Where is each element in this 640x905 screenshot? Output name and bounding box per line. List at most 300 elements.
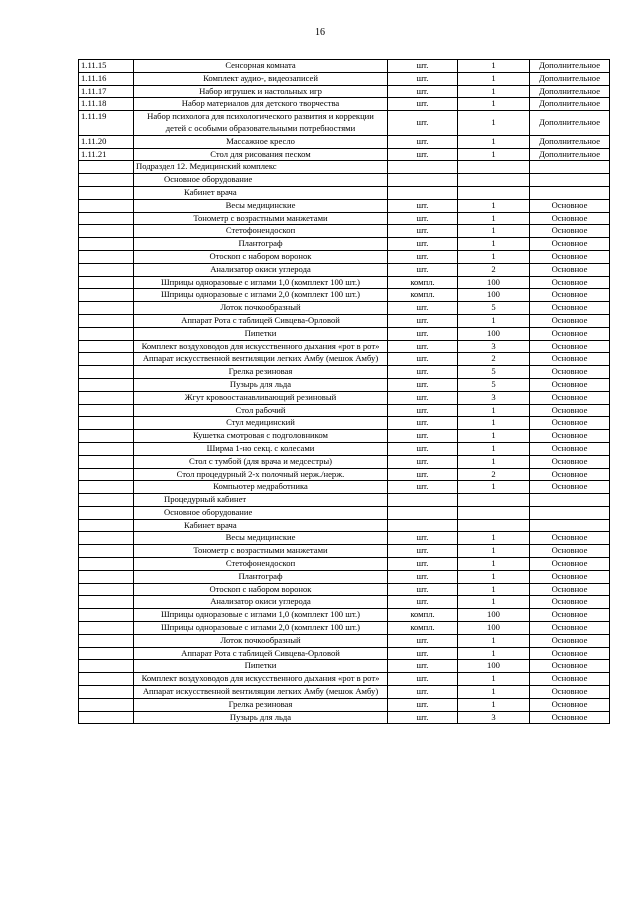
cell-number: 1.11.21 xyxy=(79,148,134,161)
cell-name: Компьютер медработника xyxy=(134,481,388,494)
cell-type: Дополнительное xyxy=(530,60,610,73)
cell-quantity: 1 xyxy=(458,430,530,443)
table-row xyxy=(79,85,610,98)
cell-type: Основное xyxy=(530,545,610,558)
cell-unit: шт. xyxy=(388,545,458,558)
cell-unit: шт. xyxy=(388,596,458,609)
cell-type: Основное xyxy=(530,314,610,327)
cell-name: Плантограф xyxy=(134,570,388,583)
cell-type xyxy=(530,174,610,187)
cell-number xyxy=(79,340,134,353)
page-number: 16 xyxy=(315,27,325,38)
cell-unit: компл. xyxy=(388,289,458,302)
table-row xyxy=(79,60,610,73)
cell-number xyxy=(79,506,134,519)
cell-unit: шт. xyxy=(388,72,458,85)
cell-type: Основное xyxy=(530,596,610,609)
cell-type: Дополнительное xyxy=(530,85,610,98)
cell-type: Основное xyxy=(530,276,610,289)
cell-name: Набор психолога для психологического развития и коррекции детей с особыми образовательными потребностями xyxy=(134,111,388,136)
cell-number xyxy=(79,276,134,289)
cell-type: Основное xyxy=(530,583,610,596)
cell-quantity: 1 xyxy=(458,135,530,148)
cell-quantity: 100 xyxy=(458,327,530,340)
table-row xyxy=(79,622,610,635)
cell-unit: шт. xyxy=(388,135,458,148)
cell-name: Тонометр с возрастными манжетами xyxy=(134,545,388,558)
section-title: Кабинет врача xyxy=(134,519,388,532)
cell-type: Основное xyxy=(530,558,610,571)
section-title: Основное оборудование xyxy=(134,174,388,187)
cell-number xyxy=(79,199,134,212)
cell-number xyxy=(79,596,134,609)
cell-number xyxy=(79,186,134,199)
cell-type: Основное xyxy=(530,289,610,302)
cell-number xyxy=(79,442,134,455)
cell-unit: шт. xyxy=(388,698,458,711)
cell-type: Основное xyxy=(530,404,610,417)
cell-quantity: 5 xyxy=(458,378,530,391)
cell-unit: шт. xyxy=(388,199,458,212)
section-row xyxy=(79,186,610,199)
cell-number xyxy=(79,263,134,276)
cell-type: Основное xyxy=(530,442,610,455)
cell-unit: шт. xyxy=(388,455,458,468)
cell-quantity: 1 xyxy=(458,238,530,251)
cell-name: Стол рабочий xyxy=(134,404,388,417)
cell-name: Аппарат Рота с таблицей Сивцева-Орловой xyxy=(134,647,388,660)
cell-unit: шт. xyxy=(388,711,458,724)
cell-number xyxy=(79,391,134,404)
cell-number: 1.11.19 xyxy=(79,111,134,136)
cell-name: Анализатор окиси углерода xyxy=(134,596,388,609)
cell-quantity: 1 xyxy=(458,545,530,558)
cell-quantity: 1 xyxy=(458,111,530,136)
cell-unit: шт. xyxy=(388,225,458,238)
cell-name: Жгут кровоостанавливающий резиновый xyxy=(134,391,388,404)
cell-name: Кушетка смотровая с подголовником xyxy=(134,430,388,443)
cell-number xyxy=(79,314,134,327)
cell-name: Стетофонендоскоп xyxy=(134,558,388,571)
cell-quantity: 1 xyxy=(458,647,530,660)
table-row xyxy=(79,430,610,443)
cell-type: Основное xyxy=(530,686,610,699)
cell-unit: шт. xyxy=(388,98,458,111)
section-title: Подраздел 12. Медицинский комплекс xyxy=(134,161,388,174)
table-row xyxy=(79,532,610,545)
cell-number xyxy=(79,302,134,315)
table-row xyxy=(79,276,610,289)
cell-type xyxy=(530,494,610,507)
table-row xyxy=(79,673,610,686)
cell-quantity: 1 xyxy=(458,250,530,263)
cell-number xyxy=(79,545,134,558)
cell-number xyxy=(79,366,134,379)
cell-unit: шт. xyxy=(388,583,458,596)
cell-unit: шт. xyxy=(388,660,458,673)
cell-name: Плантограф xyxy=(134,238,388,251)
section-title: Процедурный кабинет xyxy=(134,494,388,507)
cell-type: Основное xyxy=(530,263,610,276)
cell-type: Основное xyxy=(530,634,610,647)
cell-number xyxy=(79,174,134,187)
cell-type: Основное xyxy=(530,353,610,366)
cell-number xyxy=(79,609,134,622)
cell-name: Отоскоп с набором воронок xyxy=(134,250,388,263)
cell-unit: шт. xyxy=(388,570,458,583)
cell-type xyxy=(530,161,610,174)
table-row xyxy=(79,711,610,724)
cell-quantity: 1 xyxy=(458,634,530,647)
table-row xyxy=(79,250,610,263)
cell-name: Сенсорная комната xyxy=(134,60,388,73)
cell-unit: шт. xyxy=(388,250,458,263)
cell-type: Основное xyxy=(530,199,610,212)
cell-quantity: 1 xyxy=(458,199,530,212)
cell-quantity: 3 xyxy=(458,711,530,724)
cell-quantity: 2 xyxy=(458,263,530,276)
cell-quantity xyxy=(458,174,530,187)
cell-unit: компл. xyxy=(388,622,458,635)
cell-number xyxy=(79,622,134,635)
table-row xyxy=(79,545,610,558)
cell-type: Основное xyxy=(530,417,610,430)
cell-unit xyxy=(388,519,458,532)
cell-quantity: 1 xyxy=(458,673,530,686)
cell-type: Основное xyxy=(530,391,610,404)
cell-unit: шт. xyxy=(388,532,458,545)
cell-number xyxy=(79,698,134,711)
cell-name: Аппарат искусственной вентиляции легких Амбу (мешок Амбу) xyxy=(134,686,388,699)
table-row xyxy=(79,366,610,379)
cell-name: Стол с тумбой (для врача и медсестры) xyxy=(134,455,388,468)
cell-number xyxy=(79,327,134,340)
cell-quantity: 1 xyxy=(458,148,530,161)
table-row xyxy=(79,135,610,148)
section-row xyxy=(79,161,610,174)
cell-type xyxy=(530,519,610,532)
table-row xyxy=(79,289,610,302)
cell-quantity: 1 xyxy=(458,455,530,468)
cell-name: Весы медицинские xyxy=(134,199,388,212)
cell-quantity: 2 xyxy=(458,353,530,366)
cell-number xyxy=(79,558,134,571)
table-row xyxy=(79,404,610,417)
table-row xyxy=(79,353,610,366)
cell-quantity: 2 xyxy=(458,468,530,481)
cell-quantity: 100 xyxy=(458,289,530,302)
cell-quantity: 1 xyxy=(458,72,530,85)
cell-quantity: 1 xyxy=(458,481,530,494)
equipment-table-body xyxy=(79,60,610,724)
table-row xyxy=(79,583,610,596)
section-row xyxy=(79,506,610,519)
section-row xyxy=(79,174,610,187)
cell-number xyxy=(79,238,134,251)
cell-number xyxy=(79,711,134,724)
cell-type: Основное xyxy=(530,609,610,622)
cell-type: Основное xyxy=(530,366,610,379)
cell-number xyxy=(79,250,134,263)
cell-number: 1.11.20 xyxy=(79,135,134,148)
cell-unit: шт. xyxy=(388,686,458,699)
cell-quantity: 1 xyxy=(458,583,530,596)
table-row xyxy=(79,263,610,276)
cell-type: Дополнительное xyxy=(530,148,610,161)
cell-unit: шт. xyxy=(388,442,458,455)
table-row xyxy=(79,391,610,404)
cell-name: Шприцы одноразовые с иглами 1,0 (комплект 100 шт.) xyxy=(134,276,388,289)
cell-number xyxy=(79,353,134,366)
table-row xyxy=(79,417,610,430)
cell-number: 1.11.15 xyxy=(79,60,134,73)
cell-type: Основное xyxy=(530,711,610,724)
cell-quantity xyxy=(458,161,530,174)
cell-number xyxy=(79,583,134,596)
cell-quantity: 1 xyxy=(458,98,530,111)
cell-unit xyxy=(388,161,458,174)
table-row xyxy=(79,609,610,622)
cell-number xyxy=(79,481,134,494)
cell-unit: шт. xyxy=(388,212,458,225)
cell-number: 1.11.16 xyxy=(79,72,134,85)
cell-type: Основное xyxy=(530,660,610,673)
cell-unit: шт. xyxy=(388,647,458,660)
cell-name: Стетофонендоскоп xyxy=(134,225,388,238)
cell-name: Аппарат искусственной вентиляции легких Амбу (мешок Амбу) xyxy=(134,353,388,366)
cell-name: Стол для рисования песком xyxy=(134,148,388,161)
cell-type: Основное xyxy=(530,622,610,635)
cell-name: Анализатор окиси углерода xyxy=(134,263,388,276)
cell-number: 1.11.17 xyxy=(79,85,134,98)
cell-number xyxy=(79,212,134,225)
cell-name: Пузырь для льда xyxy=(134,378,388,391)
cell-quantity: 100 xyxy=(458,622,530,635)
cell-number xyxy=(79,161,134,174)
table-row xyxy=(79,698,610,711)
table-row xyxy=(79,302,610,315)
equipment-table xyxy=(78,59,610,724)
cell-quantity: 1 xyxy=(458,570,530,583)
cell-name: Набор материалов для детского творчества xyxy=(134,98,388,111)
cell-number xyxy=(79,468,134,481)
cell-quantity xyxy=(458,494,530,507)
cell-number xyxy=(79,289,134,302)
cell-number xyxy=(79,455,134,468)
table-row xyxy=(79,225,610,238)
cell-type: Основное xyxy=(530,430,610,443)
cell-type: Дополнительное xyxy=(530,72,610,85)
cell-quantity: 1 xyxy=(458,60,530,73)
cell-name: Набор игрушек и настольных игр xyxy=(134,85,388,98)
cell-type: Основное xyxy=(530,468,610,481)
cell-number xyxy=(79,404,134,417)
cell-unit: шт. xyxy=(388,60,458,73)
cell-name: Шприцы одноразовые с иглами 1,0 (комплект 100 шт.) xyxy=(134,609,388,622)
table-row xyxy=(79,468,610,481)
cell-unit: шт. xyxy=(388,263,458,276)
cell-name: Комплект воздуховодов для искусственного дыхания «рот в рот» xyxy=(134,340,388,353)
cell-type: Дополнительное xyxy=(530,98,610,111)
cell-quantity: 1 xyxy=(458,212,530,225)
cell-unit: шт. xyxy=(388,148,458,161)
cell-number xyxy=(79,686,134,699)
cell-unit: шт. xyxy=(388,481,458,494)
cell-name: Ширма 1-но секц. с колесами xyxy=(134,442,388,455)
cell-quantity xyxy=(458,506,530,519)
cell-quantity: 5 xyxy=(458,366,530,379)
cell-quantity: 3 xyxy=(458,340,530,353)
cell-unit: шт. xyxy=(388,391,458,404)
cell-name: Шприцы одноразовые с иглами 2,0 (комплект 100 шт.) xyxy=(134,622,388,635)
cell-name: Стул медицинский xyxy=(134,417,388,430)
cell-number xyxy=(79,673,134,686)
cell-type: Основное xyxy=(530,570,610,583)
cell-number xyxy=(79,660,134,673)
cell-name: Грелка резиновая xyxy=(134,698,388,711)
section-title: Основное оборудование xyxy=(134,506,388,519)
cell-type: Дополнительное xyxy=(530,111,610,136)
table-row xyxy=(79,327,610,340)
table-row xyxy=(79,686,610,699)
cell-name: Грелка резиновая xyxy=(134,366,388,379)
cell-type: Основное xyxy=(530,673,610,686)
section-title: Кабинет врача xyxy=(134,186,388,199)
cell-name: Тонометр с возрастными манжетами xyxy=(134,212,388,225)
cell-quantity: 1 xyxy=(458,417,530,430)
cell-unit: шт. xyxy=(388,238,458,251)
cell-number xyxy=(79,647,134,660)
table-row xyxy=(79,340,610,353)
cell-name: Пипетки xyxy=(134,660,388,673)
cell-unit: шт. xyxy=(388,111,458,136)
cell-unit: компл. xyxy=(388,276,458,289)
table-row xyxy=(79,634,610,647)
cell-quantity: 1 xyxy=(458,314,530,327)
section-row xyxy=(79,494,610,507)
cell-unit xyxy=(388,494,458,507)
cell-quantity: 100 xyxy=(458,609,530,622)
cell-unit: компл. xyxy=(388,609,458,622)
cell-name: Шприцы одноразовые с иглами 2,0 (комплект 100 шт.) xyxy=(134,289,388,302)
table-row xyxy=(79,378,610,391)
cell-type: Основное xyxy=(530,238,610,251)
cell-unit: шт. xyxy=(388,673,458,686)
cell-unit: шт. xyxy=(388,314,458,327)
cell-quantity: 1 xyxy=(458,686,530,699)
table-row xyxy=(79,558,610,571)
cell-type: Основное xyxy=(530,647,610,660)
cell-number xyxy=(79,494,134,507)
cell-quantity: 1 xyxy=(458,558,530,571)
cell-type xyxy=(530,186,610,199)
table-row xyxy=(79,647,610,660)
cell-number xyxy=(79,570,134,583)
cell-unit: шт. xyxy=(388,468,458,481)
cell-unit: шт. xyxy=(388,302,458,315)
cell-type: Основное xyxy=(530,481,610,494)
cell-number xyxy=(79,519,134,532)
table-row xyxy=(79,98,610,111)
cell-name: Пузырь для льда xyxy=(134,711,388,724)
cell-quantity: 1 xyxy=(458,698,530,711)
cell-number xyxy=(79,225,134,238)
cell-unit: шт. xyxy=(388,558,458,571)
cell-number xyxy=(79,417,134,430)
cell-unit xyxy=(388,506,458,519)
cell-number: 1.11.18 xyxy=(79,98,134,111)
table-row xyxy=(79,199,610,212)
cell-type: Основное xyxy=(530,455,610,468)
section-row xyxy=(79,519,610,532)
table-row xyxy=(79,442,610,455)
cell-quantity: 1 xyxy=(458,225,530,238)
table-row xyxy=(79,596,610,609)
table-row xyxy=(79,148,610,161)
cell-name: Отоскоп с набором воронок xyxy=(134,583,388,596)
cell-unit: шт. xyxy=(388,634,458,647)
cell-type: Основное xyxy=(530,250,610,263)
table-row xyxy=(79,212,610,225)
cell-quantity: 1 xyxy=(458,596,530,609)
table-row xyxy=(79,72,610,85)
cell-unit: шт. xyxy=(388,430,458,443)
cell-type: Основное xyxy=(530,212,610,225)
cell-quantity: 1 xyxy=(458,442,530,455)
cell-number xyxy=(79,378,134,391)
cell-type: Основное xyxy=(530,532,610,545)
cell-quantity: 1 xyxy=(458,85,530,98)
cell-unit: шт. xyxy=(388,327,458,340)
cell-quantity: 5 xyxy=(458,302,530,315)
cell-name: Массажное кресло xyxy=(134,135,388,148)
cell-name: Пипетки xyxy=(134,327,388,340)
cell-type: Основное xyxy=(530,340,610,353)
cell-name: Лоток почкообразный xyxy=(134,302,388,315)
cell-unit: шт. xyxy=(388,353,458,366)
cell-quantity: 1 xyxy=(458,404,530,417)
cell-quantity: 1 xyxy=(458,532,530,545)
table-row xyxy=(79,238,610,251)
cell-quantity: 100 xyxy=(458,276,530,289)
cell-type: Основное xyxy=(530,302,610,315)
cell-name: Комплект воздуховодов для искусственного дыхания «рот в рот» xyxy=(134,673,388,686)
table-row xyxy=(79,111,610,136)
cell-type: Основное xyxy=(530,327,610,340)
cell-quantity: 100 xyxy=(458,660,530,673)
cell-quantity xyxy=(458,519,530,532)
table-row xyxy=(79,570,610,583)
cell-number xyxy=(79,532,134,545)
table-row xyxy=(79,314,610,327)
cell-unit: шт. xyxy=(388,85,458,98)
cell-number xyxy=(79,430,134,443)
cell-unit: шт. xyxy=(388,417,458,430)
cell-name: Аппарат Рота с таблицей Сивцева-Орловой xyxy=(134,314,388,327)
cell-type: Основное xyxy=(530,698,610,711)
cell-name: Лоток почкообразный xyxy=(134,634,388,647)
cell-unit: шт. xyxy=(388,404,458,417)
cell-type: Основное xyxy=(530,225,610,238)
table-row xyxy=(79,660,610,673)
cell-name: Стол процедурный 2-х полочный нерж./нерж. xyxy=(134,468,388,481)
cell-unit xyxy=(388,174,458,187)
cell-unit: шт. xyxy=(388,378,458,391)
table-row xyxy=(79,481,610,494)
cell-number xyxy=(79,634,134,647)
cell-type: Основное xyxy=(530,378,610,391)
table-row xyxy=(79,455,610,468)
